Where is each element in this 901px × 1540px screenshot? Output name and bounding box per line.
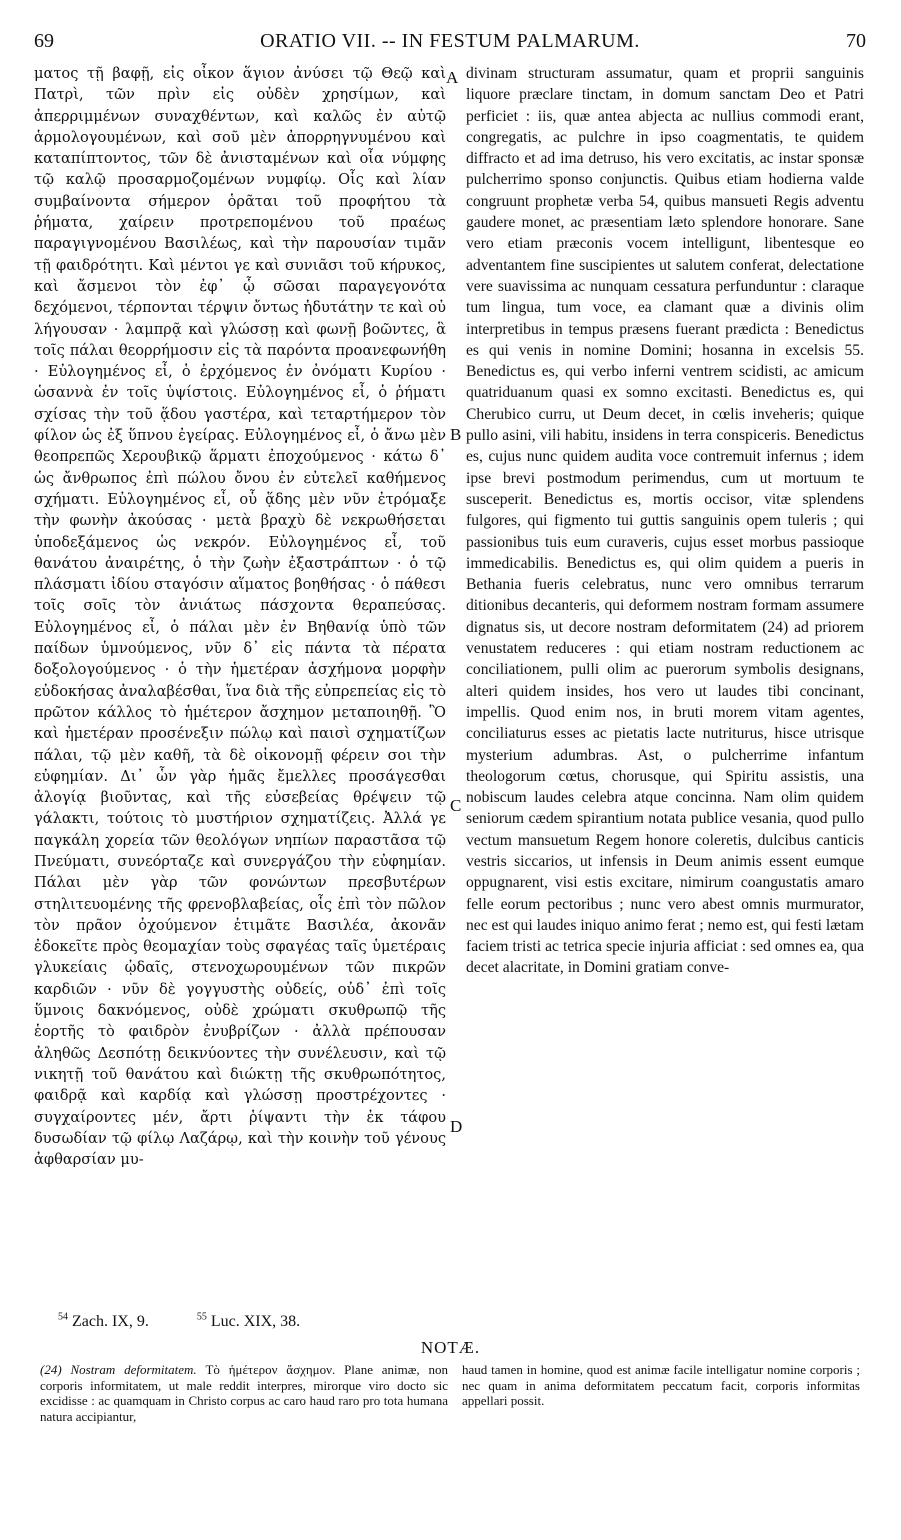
- ref-text-1: Zach. IX, 9.: [72, 1313, 149, 1331]
- margin-marker-a: A: [446, 68, 459, 87]
- note-24-left: [40, 1362, 448, 1424]
- note-left-body: Τὸ ἡμέτερον ἄσχημον. Plane animæ, non corporis informitatem, ut male reddit interpres, mirorque viro docto sic excidisse : ac quamquam in Christo corpus ac caro haud raro pro tota humana natura accipiantur,: [40, 1362, 448, 1424]
- note-lead: (24) Nostram deformitatem.: [40, 1362, 197, 1377]
- greek-column: [34, 63, 446, 1169]
- note-right-body: haud tamen in homine, quod est animæ facile intelligatur nomine corporis ; nec quam in anima deformitatem peccatum facit, corporis informitas appellari possit.: [462, 1362, 860, 1408]
- page-number-right: 70: [846, 30, 866, 52]
- latin-column: [466, 63, 864, 977]
- page-number-left: 69: [34, 30, 54, 52]
- note-24-right: [462, 1362, 860, 1409]
- latin-text: divinam structuram assumatur, quam et proprii sanguinis liquore præclare tinctam, in domum sanctam Deo et Patri perficiet : iis, quæ antea abjecta ac nullius commodi erant, congregatis, ac pulchre in ipso coagmentatis, te quidem diffracto et ad ima detruso, his vero excitatis, ac instar sponsæ pulcherrimo sponso conjunctis. Quibus etiam hodierna valde congruunt prophetæ verba 54, quibus mansueti Regis adventu gaudere monet, ac præsentiam læto splendore honorare. Sane vero etiam præconis vocem intelligunt, libentesque eo adventantem fine suscipientes ut salutem conferat, delectatione vere suavissima ac nunquam cessatura perfunduntur : claraque tum lingua, tum voce, ea clamant quæ a divinis olim interpretibus in tempus præsens fuerant prædicta : Benedictus es qui venis in nomine Domini; hosanna in excelsis 55. Benedictus es, qui verbo inferni ventrem scidisti, ac amicum quatriduanum quasi ex somno excitasti. Benedictus es, qui Cherubico curru, ut Deum decet, in cœlis inveheris; quique pullo asini, vili habitu, insidens in terra conspiceris. Benedictus es, cujus nunc quidem audita voce contremuit infernus ; idem ipse brevi postmodum perimendus, cum ut mortuum te susceperit. Benedictus es, mortis occisor, vitæ splendens fulgores, qui figmento tui guttis sanguinis opem tuleris ; qui passionibus tuis eum curaveris, cujus esset morbus passioque immedicabilis. Benedictus es, qui olim quidem a pueris in Bethania fueris celebratus, nunc vero omnibus terrarum ditionibus decanteris, qui deformem nostram formam assumere dignatus sis, ut decore nostram deformitatem (24) ad priorem venustatem reduceres : qui etiam nostram reductionem ac conciliationem, pulli olim ac puerorum symbolis designans, alteri quidem insides, hos vero ut laudes tibi concinant, impellis. Quod enim nos, in bruti morem vitam agentes, conciliaturus esses ac pietatis lacte nutriturus, hisce utrisque mysterium adumbras. Ast, o pulcherrime infantum theologorum cœtus, chorusque, qui Spiritu assistis, una nobiscum laudes celebra atque concinna. Nam olim quidem seniorum cædem spirantium notata publice vesania, quod pullo vectum mansuetum Regem honore coleretis, dulcibus canticis vestris siccarios, ut infensis in Deum animis essent eumque oppugnarent, visi estis excitare, nimirum coangustatis amaro felle eorum pectoribus ; nunc vero abest omnis murmurator, nec est qui laudes iniquo animo ferat ; nemo est, qui festi lætam faciem tristi ac tetrica specie injuria afficiat : sed omnes ea, qua decet alacritate, in Domini gratiam conve-: [466, 65, 864, 977]
- ref-text-2: Luc. XIX, 38.: [210, 1313, 301, 1331]
- ref-number-2: 55: [196, 1312, 207, 1323]
- margin-marker-c: C: [450, 796, 462, 815]
- ref-number-1: 54: [58, 1312, 68, 1323]
- scripture-references: [58, 1312, 344, 1331]
- scripture-ref-1: [58, 1313, 171, 1330]
- scripture-ref-2: [197, 1313, 322, 1330]
- notes-heading: NOTÆ.: [420, 1338, 481, 1357]
- margin-marker-d: D: [450, 1117, 463, 1136]
- greek-text: ματος τῇ βαφῇ, εἰς οἶκον ἅγιον ἀνύσει τῷ Θεῷ καὶ Πατρὶ, τῶν πρὶν εἰς οὐδὲν χρησίμων, καὶ ἀπερριμμένων συναχθέντων, καὶ καλῶς ἐν αὐτῷ ἁρμολογουμένων, καὶ σοῦ μὲν ἀπορρηγνυμένου καὶ καταπίπτοντος, τῶν δὲ ἀνισταμένων καὶ οἷα νύμφης τῷ καλῷ προσαρμοζομένων νυμφίῳ. Οἷς καὶ λίαν συμβαίνοντα σήμερον ὁρᾶται τοῦ προφήτου τὰ ῥήματα, χαίρειν προτρεπομένου τοῦ πραέως παραγιγνομένου Βασιλέως, καὶ τὴν παρουσίαν τιμᾶν τῇ φαιδρότητι. Καὶ μέντοι γε καὶ συνιᾶσι τοῦ κήρυκος, καὶ ἄσμενοι τὸν ἐφ᾽ ᾧ σῶσαι παραγεγονότα δεχόμενοι, τέρπονται τέρψιν ὄντως ἡδυτάτην τε καὶ οὐ λήγουσαν · λαμπρᾷ καὶ γλώσσῃ καὶ φωνῇ βοῶντες, ἃ τοῖς πάλαι θεορρήμοσιν εἰς τὰ παρόντα προανεφωνήθη · Εὐλογημένος εἶ, ὁ ἐρχόμενος ἐν ὀνόματι Κυρίου · ὡσαννὰ ἐν τοῖς ὑψίστοις. Εὐλογημένος εἶ, ὁ ῥήματι σχίσας τὴν τοῦ ᾅδου γαστέρα, καὶ τεταρτήμερον τὸν φίλον ὡς ἐξ ὕπνου ἐγείρας. Εὐλογημένος εἶ, ὁ ἄνω μὲν θεοπρεπῶς Χερουβικῷ ἅρματι ἐποχούμενος · κάτω δ᾽ ὡς ἄνθρωπος ἐπὶ πώλου ὄνου ἐν εὐτελεῖ καθήμενος σχήματι. Εὐλογημένος εἶ, οὗ ᾅδης μὲν νῦν ἐτρόμαξε τὴν φωνὴν ἀκούσας · μετὰ βραχὺ δὲ νεκρωθήσεται ὑποδεξάμενος ὡς νεκρόν. Εὐλογημένος εἶ, τοῦ θανάτου ἀναιρέτης, ὁ τὴν ζωὴν ἐξαστράπτων · ὁ τῷ πλάσματι ἰδίου σταγόσιν αἵματος βοηθήσας · ὁ πάθεσι τοῖς σοῖς τὸν ἀνιάτως πάσχοντα θεραπεύσας. Εὐλογημένος εἶ, ὁ πάλαι μὲν ἐν Βηθανίᾳ ὑπὸ τῶν παίδων ὑμνούμενος, νῦν δ᾽ εἰς πάντα τὰ πέρατα δοξολογούμενος · ὁ τὴν ἡμετέραν ἀσχήμονα μορφὴν εὐδοκήσας ἀναλαβέσθαι, ἵνα διὰ τῆς εὐπρεπείας εἰς τὸ πρῶτον κάλλος τὸ ἡμέτερον ἄσχημον μεταποιηθῇ. Ὃ καὶ ἡμετέραν προσένεξιν πώλῳ καὶ παισὶ σχηματίζων πάλαι, τῷ μὲν καθῆ, τὰ δὲ οἰκονομῇ φέρειν σοι τὴν εὐφημίαν. Δι᾽ ὧν γὰρ ἡμᾶς ἔμελλες προσάγεσθαι ἀλογίᾳ βιοῦντας, καὶ τῆς εὐσεβείας θρέψειν τῷ γάλακτι, τούτοις τὸ μυστήριον σχηματίζεις. Ἀλλά γε παγκάλη χορεία τῶν θεολόγων νηπίων παραστᾶσα τῷ Πνεύματι, συνεόρταζε καὶ συνεργάζου τὴν εὐφημίαν. Πάλαι μὲν γὰρ τῶν φονώντων πρεσβυτέρων στηλιτευομένης τῆς φρενοβλαβείας, οἷς ἐπὶ τὸν πῶλον τὸν πρᾶον ὀχούμενον ἐτιμᾶτε Βασιλέα, ἀκονᾶν ἐδοκεῖτε πρὸς θεομαχίαν τοὺς σφαγέας ταῖς ὑμετέραις γλυκείαις ᾠδαῖς, στενοχωρουμένων τῶν πικρῶν καρδιῶν · νῦν δὲ γογγυστὴς οὐδείς, οὐδ᾽ ἐπὶ τοῖς ὕμνοις δακνόμενος, οὐδὲ χρώματι σκυθρωπῷ τῆς ἑορτῆς τὸ φαιδρὸν ἐνυβρίζων · ἀλλὰ πρέπουσαν ἀληθῶς Δεσπότῃ δεικνύοντες τὴν συνέλευσιν, καὶ τῷ νικητῇ τοῦ θανάτου καὶ διώκτῃ τῆς σκυθρωπότητος, φαιδρᾷ καὶ καρδίᾳ καὶ γλώσσῃ προστρέχοντες · συγχαίροντες μέν, ἄρτι ῥίψαντι τὴν ἐκ τάφου δυσωδίαν τῷ φίλῳ Λαζάρῳ, καὶ τὴν κοινὴν τοῦ γένους ἀφθαρσίαν μυ-: [34, 65, 446, 1169]
- margin-marker-b: B: [450, 425, 462, 444]
- running-header: [34, 30, 866, 60]
- running-title: ORATIO VII. -- IN FESTUM PALMARUM.: [260, 30, 640, 52]
